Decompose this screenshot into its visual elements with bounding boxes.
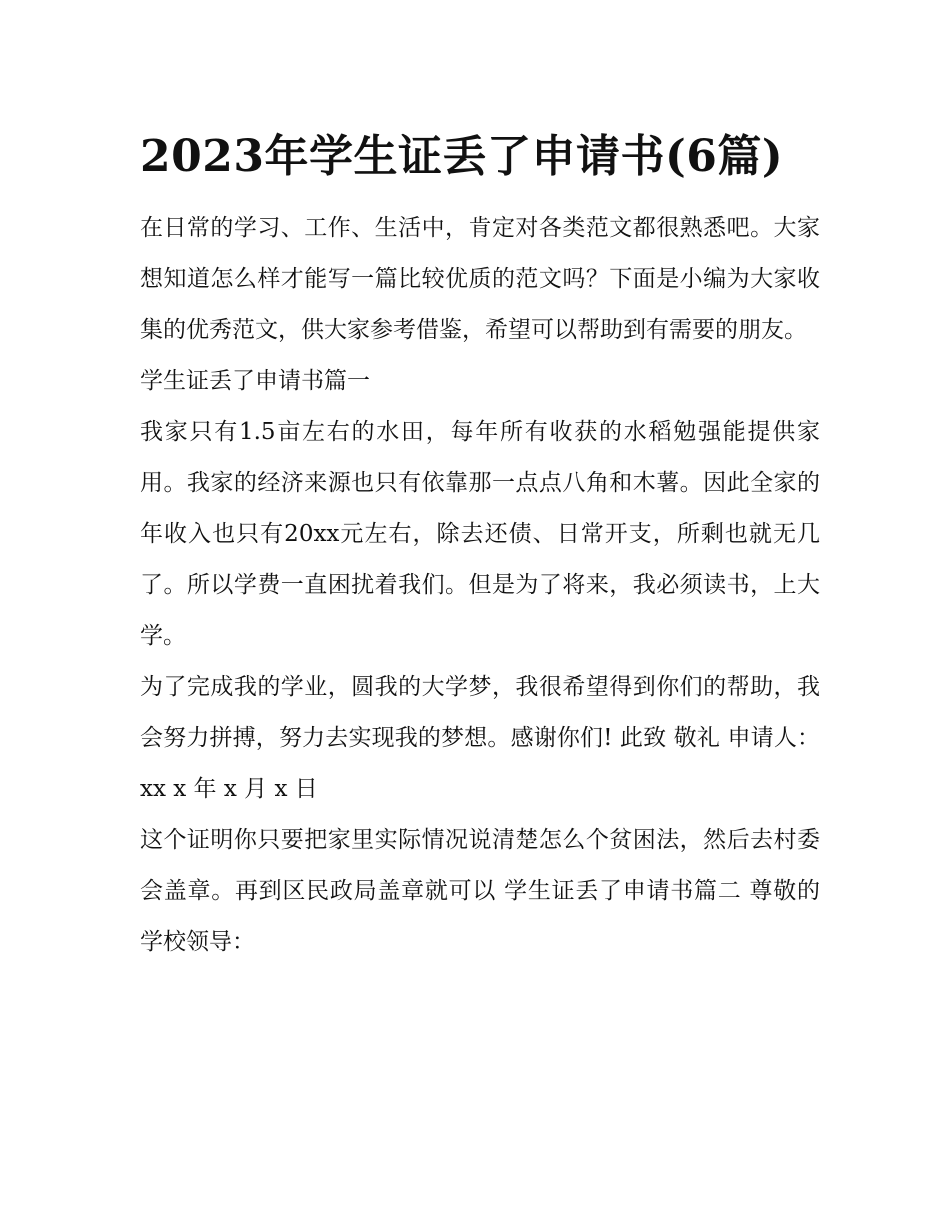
body-paragraph-3: 这个证明你只要把家里实际情况说清楚怎么个贫困法，然后去村委会盖章。再到区民政局盖章就可以 学生证丢了申请书篇二 尊敬的学校领导： (140, 827, 820, 955)
document-title: 2023年学生证丢了申请书(6篇) (140, 131, 784, 182)
intro-paragraph: 在日常的学习、工作、生活中，肯定对各类范文都很熟悉吧。大家想知道怎么样才能写一篇比较优质的范文吗？下面是小编为大家收集的优秀范文，供大家参考借鉴，希望可以帮助到有需要的朋友。 (140, 215, 820, 343)
body-paragraph-1: 我家只有1.5亩左右的水田，每年所有收获的水稻勉强能提供家用。我家的经济来源也只有依靠那一点点八角和木薯。因此全家的年收入也只有20xx元左右，除去还债、日常开支，所剩也就无几了。所以学费一直困扰着我们。但是为了将来，我必须读书，上大学。 (140, 419, 820, 649)
body-paragraph-2: 为了完成我的学业，圆我的大学梦，我很希望得到你们的帮助，我会努力拼搏，努力去实现我的梦想。感谢你们! 此致 敬礼 申请人：xx x 年 x 月 x 日 (140, 674, 820, 802)
section-heading-1: 学生证丢了申请书篇一 (140, 368, 370, 394)
document-page (140, 118, 820, 968)
